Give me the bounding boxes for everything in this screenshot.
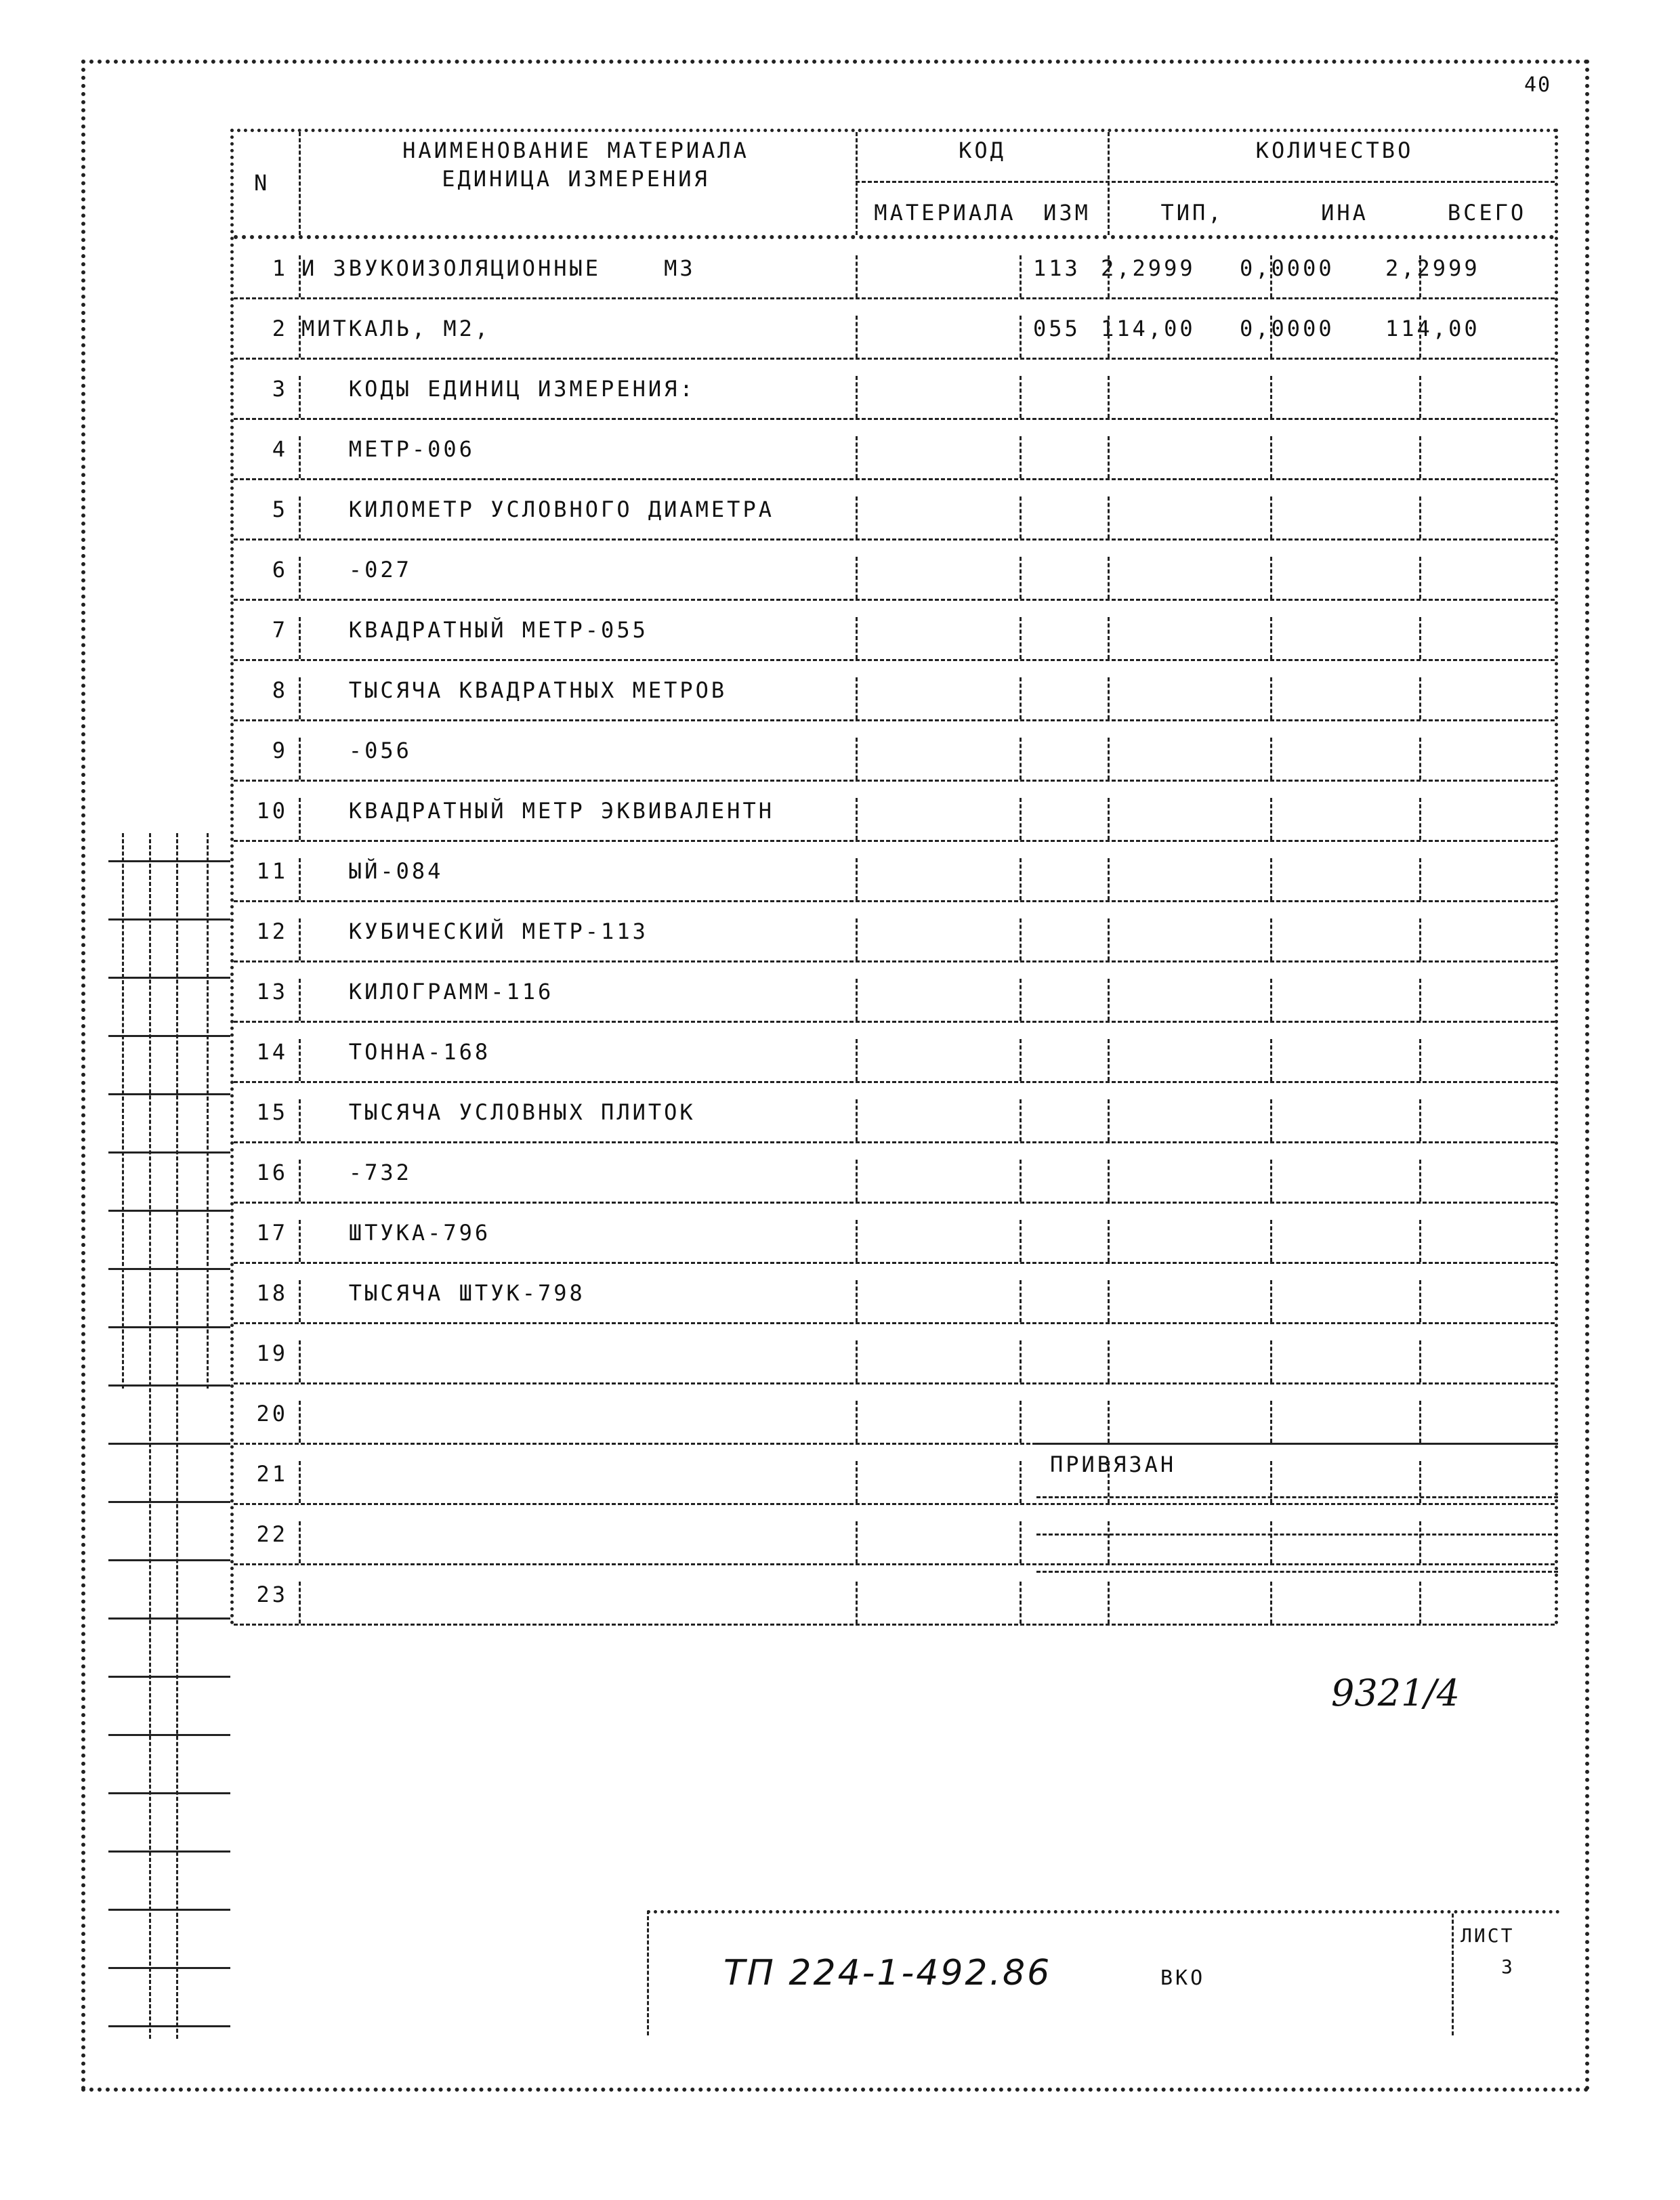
page-number: 40	[1524, 73, 1552, 97]
row-qty-total: 114,00	[1385, 316, 1480, 341]
row-number: 20	[256, 1401, 288, 1426]
row-name: МЕТР-006	[301, 436, 475, 462]
row-number: 7	[272, 617, 288, 643]
table-row	[234, 1264, 1555, 1324]
table-row	[234, 1083, 1555, 1143]
header-number: N	[254, 170, 270, 196]
header-code-unit: ИЗМ	[1043, 200, 1091, 226]
row-name: -027	[301, 557, 412, 583]
header-quantity: КОЛИЧЕСТВО	[1255, 138, 1414, 163]
row-name: КИЛОГРАММ-116	[301, 979, 554, 1004]
stamp-label: ПРИВЯЗАН	[1050, 1452, 1177, 1477]
row-number: 15	[256, 1099, 288, 1125]
row-name: ШТУКА-796	[301, 1220, 491, 1246]
row-name: КИЛОМЕТР УСЛОВНОГО ДИАМЕТРА	[301, 496, 774, 522]
row-number: 18	[256, 1280, 288, 1306]
row-name: ТОННА-168	[301, 1039, 491, 1065]
row-unit-code: 113	[1033, 255, 1080, 281]
header-qty-total: ВСЕГО	[1447, 200, 1527, 226]
table-row	[234, 239, 1555, 299]
row-name: -056	[301, 738, 412, 763]
row-name: И ЗВУКОИЗОЛЯЦИОННЫЕ М3	[301, 255, 696, 281]
table-row	[234, 1143, 1555, 1204]
table-row	[234, 1384, 1555, 1445]
table-row	[234, 299, 1555, 360]
materials-table	[230, 129, 1558, 1626]
row-number: 10	[256, 798, 288, 824]
sheet-number: 3	[1501, 1955, 1515, 1978]
table-row	[234, 1204, 1555, 1264]
table-row	[234, 661, 1555, 721]
table-row	[234, 1023, 1555, 1083]
row-number: 23	[256, 1582, 288, 1607]
row-number: 4	[272, 436, 288, 462]
table-row	[234, 420, 1555, 480]
row-qty-total: 2,2999	[1385, 255, 1480, 281]
title-block	[647, 1910, 1560, 2035]
row-name: МИТКАЛЬ, М2,	[301, 316, 491, 341]
table-body	[234, 239, 1555, 1626]
document-suffix: ВКО	[1160, 1966, 1206, 1990]
row-number: 12	[256, 918, 288, 944]
table-row	[234, 480, 1555, 541]
header-qty-type: ТИП,	[1160, 200, 1224, 226]
table-row	[234, 962, 1555, 1023]
row-number: 19	[256, 1340, 288, 1366]
sheet-box	[1452, 1913, 1562, 2035]
row-name: ТЫСЯЧА УСЛОВНЫХ ПЛИТОК	[301, 1099, 696, 1125]
table-row	[234, 601, 1555, 661]
row-number: 17	[256, 1220, 288, 1246]
table-row	[234, 1324, 1555, 1384]
header-name-line2: ЕДИНИЦА ИЗМЕРЕНИЯ	[442, 166, 710, 192]
row-number: 22	[256, 1521, 288, 1547]
row-unit-code: 055	[1033, 316, 1080, 341]
row-name: ТЫСЯЧА КВАДРАТНЫХ МЕТРОВ	[301, 677, 728, 703]
table-header	[234, 132, 1555, 239]
table-row	[234, 541, 1555, 601]
row-qty-ina: 0,0000	[1240, 255, 1335, 281]
row-number: 3	[272, 376, 288, 402]
handwritten-note: 9321/4	[1331, 1672, 1460, 1714]
table-row	[234, 782, 1555, 842]
row-name: -732	[301, 1160, 412, 1185]
row-number: 5	[272, 496, 288, 522]
table-row	[234, 360, 1555, 420]
row-number: 2	[272, 316, 288, 341]
sheet-label: ЛИСТ	[1461, 1924, 1515, 1947]
row-number: 21	[256, 1461, 288, 1487]
left-margin-marks	[108, 833, 230, 2039]
header-code: КОД	[959, 138, 1006, 163]
row-number: 11	[256, 858, 288, 884]
row-name: КВАДРАТНЫЙ МЕТР-055	[301, 617, 648, 643]
row-qty-type: 2,2999	[1101, 255, 1196, 281]
row-name: КВАДРАТНЫЙ МЕТР ЭКВИВАЛЕНТН	[301, 798, 774, 824]
table-row	[234, 721, 1555, 782]
row-qty-type: 114,00	[1101, 316, 1196, 341]
binding-stamp	[1036, 1443, 1558, 1608]
row-number: 16	[256, 1160, 288, 1185]
row-qty-ina: 0,0000	[1240, 316, 1335, 341]
row-name: КУБИЧЕСКИЙ МЕТР-113	[301, 918, 648, 944]
row-number: 14	[256, 1039, 288, 1065]
row-number: 1	[272, 255, 288, 281]
header-qty-ina: ИНА	[1321, 200, 1368, 226]
row-name: КОДЫ ЕДИНИЦ ИЗМЕРЕНИЯ:	[301, 376, 696, 402]
row-name: ТЫСЯЧА ШТУК-798	[301, 1280, 585, 1306]
table-row	[234, 902, 1555, 962]
header-name-line1: НАИМЕНОВАНИЕ МАТЕРИАЛА	[402, 138, 749, 163]
row-number: 13	[256, 979, 288, 1004]
row-number: 6	[272, 557, 288, 583]
table-row	[234, 842, 1555, 902]
row-number: 9	[272, 738, 288, 763]
row-name: ЫЙ-084	[301, 858, 444, 884]
row-number: 8	[272, 677, 288, 703]
header-code-material: МАТЕРИАЛА	[874, 200, 1016, 226]
document-code: ТП 224-1-492.86	[723, 1953, 1052, 1993]
